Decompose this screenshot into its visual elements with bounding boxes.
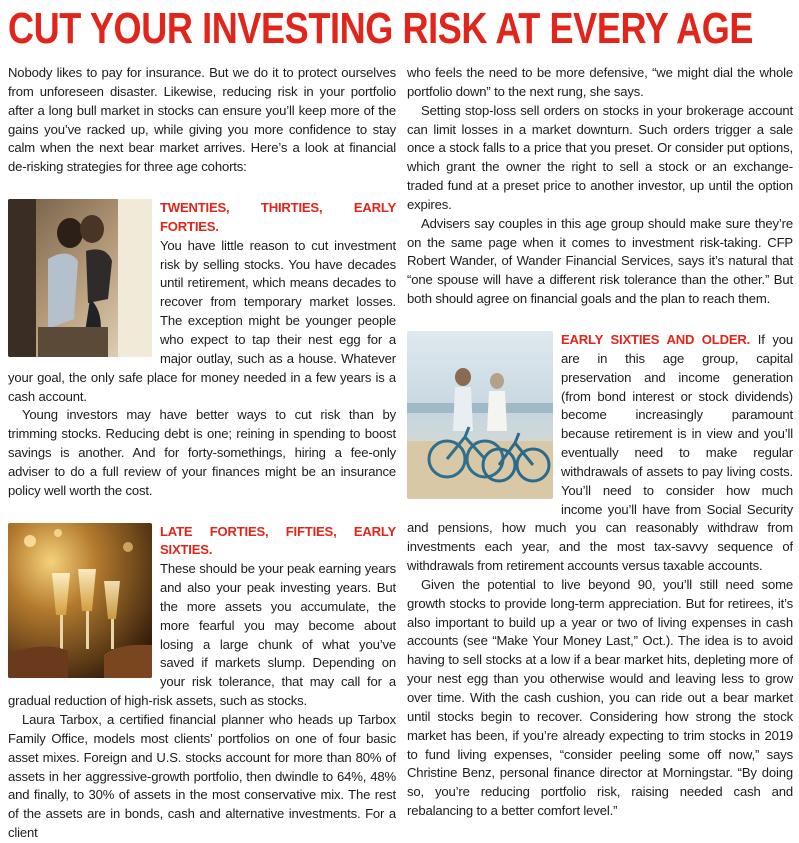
section-middle-para2: Laura Tarbox, a certified financial planner who heads up Tarbox Family Office, models most clients’ portfolios on one of four basic asset mixes. Foreign and U.S. stocks account for more than 80% of assets in her aggressive-growth portfolio, then dwindle to 64%, 48% and finally, to 30% of assets in the most conservative mix. The rest of the assets are in bonds, cash and alternative investments. For a client (8, 712, 396, 841)
section-older (407, 331, 793, 821)
section-young-body: You have little reason to cut investment risk by selling stocks. You have decades until retirement, which means decades to recover from temporary market losses. The exception might be younger people who expect to tap their nest egg for a major outlay, such as a house. Whatever your goal, the only safe place for money needed in a few years is a cash account. (8, 237, 396, 404)
section-middle-body: These should be your peak earning years and also your peak investing years. But the more assets you accumulate, the more fearful you may become about losing a large chunk of what you’ve saved if markets slump. Depending on your risk tolerance, that may call for a gradual reduction of high-risk assets, such as stocks. (8, 561, 396, 709)
section-middle-cont: who feels the need to be more defensive, “we might dial the whole portfolio down” to the next rung, she says. (407, 65, 793, 99)
intro-paragraph: Nobody likes to pay for insurance. But we do it to protect ourselves from unforeseen disaster. Likewise, reducing risk in your portfolio after a long bull market in stocks can ensure you’ll keep more of the gains you’ve racked up, while giving you more confidence to stay calm when the next bear market arrives. Here’s a look at financial de-risking strategies for three age cohorts: (8, 65, 396, 175)
section-older-para2: Given the potential to live beyond 90, you’ll still need some growth stocks to provide long-term appreciation. But for retirees, it’s also important to build up a year or two of living expenses in cash accounts (see “Make Your Money Last,” Oct.). The idea is to avoid having to sell stocks at a low if a bear market hits, depleting more of your nest egg than you otherwise would and leaving less to grow over time. With the cash cushion, you can ride out a bear market until stocks begin to recover. Considering how strong the stock market has been, if you’re already expecting to trim stocks in 2019 to fund living expenses, “consider peeling some off now,” says Christine Benz, personal finance director at Morningstar. “By doing so, you’re reducing portfolio risk, raising needed cash and rebalancing to a better comfort level.” (407, 576, 793, 819)
column-left (8, 64, 396, 843)
section-young-para2: Young investors may have better ways to cut risk than by trimming stocks. Reducing debt is one; reining in spending to boost savings is another. And for forty-somethings, hiring a fee-only adviser to do a full review of your finances might be an insurance policy well worth the cost. (8, 407, 396, 498)
photo-couple-bicycles-beach (407, 331, 553, 499)
section-young (8, 199, 396, 501)
section-middle (8, 523, 396, 843)
column-right (407, 64, 793, 821)
photo-champagne-toast (8, 523, 152, 678)
section-older-body: If you are in this age group, capital preservation and income generation (from bond interest or stock dividends) become increasingly paramount because retirement is in view and you’ll eventually need to make regular withdrawals of assets to pay living costs. You’ll need to consider how much income you’ll have from Social Security and pensions, how much you can reasonably withdraw from investments each year, and the most tax-savvy sequence of withdrawals from retirement accounts versus taxable accounts. (407, 331, 793, 574)
section-older-heading: EARLY SIXTIES AND OLDER. (561, 331, 751, 347)
section-middle-para3: Setting stop-loss sell orders on stocks in your brokerage account can limit losses in a market downturn. Such orders trigger a sale once a stock falls to a price that you preset. Or consider put options, which grant the owner the right to sell a stock or an exchange-traded fund at a preset price to another investor, up until the option expires. (407, 102, 793, 212)
section-middle-para4: Advisers say couples in this age group should make sure they’re on the same page when it comes to investment risk-taking. CFP Robert Wander, of Wander Financial Services, says it’s natural that “one spouse will have a different risk tolerance than the other.” But both should agree on financial goals and the plan to reach them. (407, 215, 793, 307)
section-middle-heading: LATE FORTIES, FIFTIES, EARLY SIXTIES. (160, 523, 396, 558)
photo-couple-kissing (8, 199, 152, 357)
headline: CUT YOUR INVESTING RISK AT EVERY AGE (8, 4, 754, 53)
section-young-heading: TWENTIES, THIRTIES, EARLY FORTIES. (160, 200, 396, 234)
